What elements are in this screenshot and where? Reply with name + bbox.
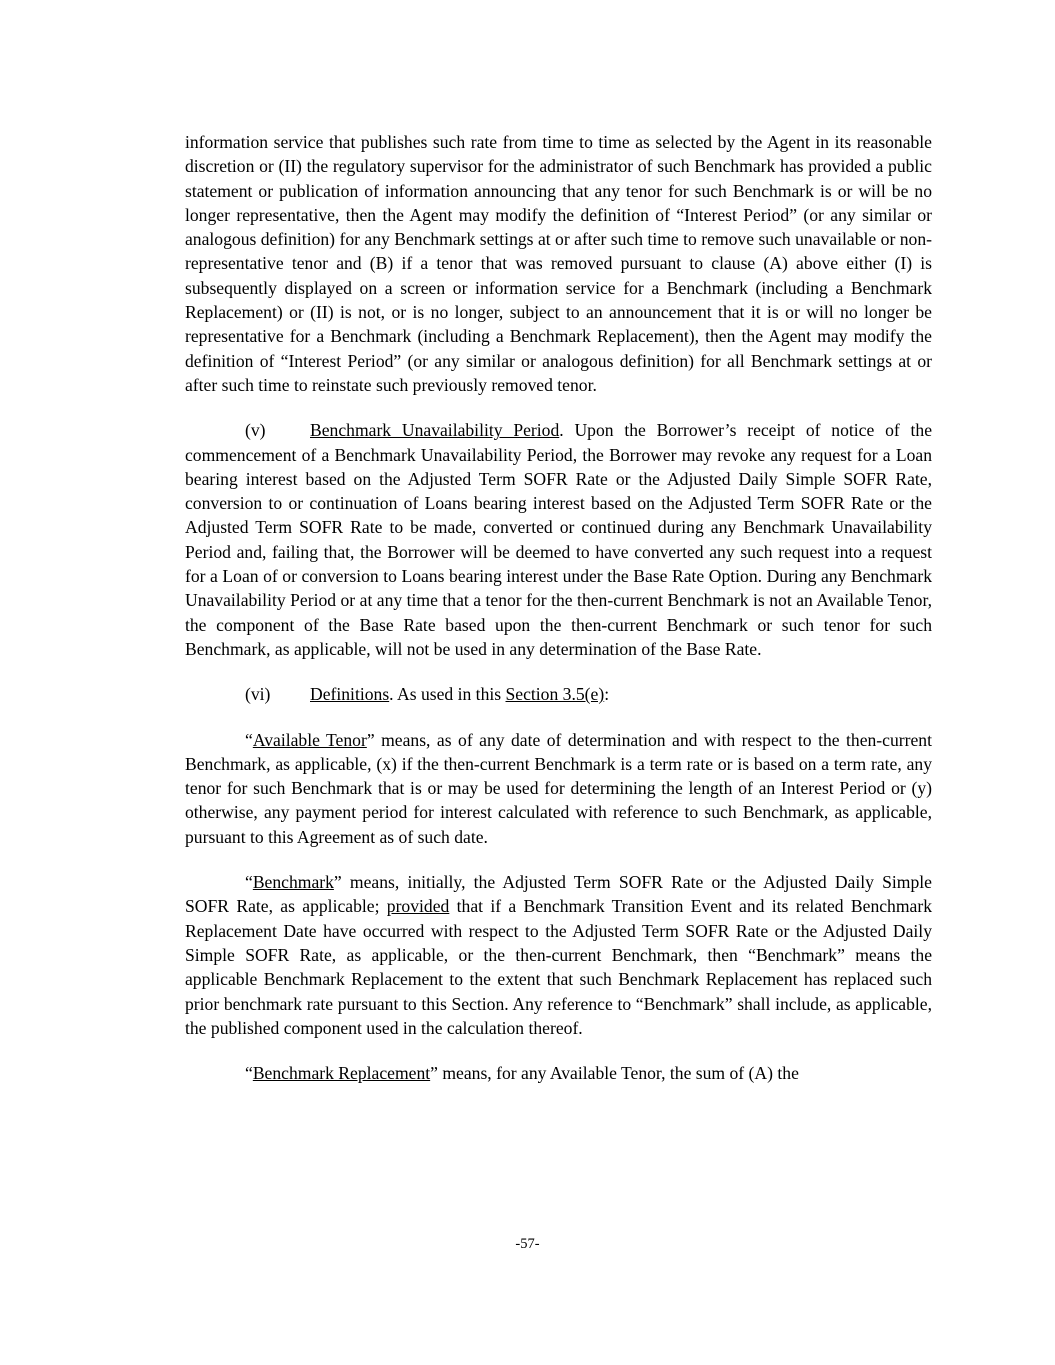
paragraph bbox=[185, 1061, 932, 1085]
underlined-term: Section 3.5(e) bbox=[505, 684, 605, 705]
text-run: : bbox=[604, 684, 610, 705]
underlined-term: Benchmark Unavailability Period bbox=[310, 420, 560, 441]
text-run: ” means, as of any date of determination and with respect to the then-current Benchmark, as applicable, (x) if the then-current Benchmark is a term rate or is based on a term rate, any tenor for such Benchmark that is or may be used for determining the length of an Interest Period or (y) otherwise, any payment period for interest calculated with reference to such Benchmark, as applicable, pursuant to this Agreement as of such date. bbox=[185, 729, 932, 847]
underlined-term: Benchmark Replacement bbox=[252, 1063, 431, 1084]
paragraph bbox=[185, 130, 932, 397]
underlined-term: Available Tenor bbox=[252, 729, 367, 750]
text-run: that if a Benchmark Transition Event and its related Benchmark Replacement Date have occurred with respect to the Adjusted Term SOFR Rate or the Adjusted Daily Simple SOFR Rate, as applicable, or the then-current Benchmark, then “Benchmark” means the applicable Benchmark Replacement to the extent that such Benchmark Replacement has replaced such prior benchmark rate pursuant to this Section. Any reference to “Benchmark” shall include, as applicable, the published component used in the calculation thereof. bbox=[185, 896, 932, 1038]
paragraph bbox=[185, 682, 932, 706]
clause-label: (v) bbox=[245, 420, 266, 441]
text-run: . As used in this bbox=[389, 684, 506, 705]
text-run: “ bbox=[245, 729, 253, 750]
text-run: . Upon the Borrower’s receipt of notice of the commencement of a Benchmark Unavailability Period, the Borrower may revoke any request for a Loan bearing interest based on the Adjusted Term SOFR Rate or the Adjusted Daily Simple SOFR Rate, conversion to or continuation of Loans bearing interest based on the Adjusted Term SOFR Rate or the Adjusted Term SOFR Rate to be made, converted or continued during any Benchmark Unavailability Period and, failing that, the Borrower will be deemed to have converted any such request into a request for a Loan of or conversion to Loans bearing interest under the Base Rate Option. During any Benchmark Unavailability Period or at any time that a tenor for the then-current Benchmark is not an Available Tenor, the component of the Base Rate based upon the then-current Benchmark or such tenor for such Benchmark, as applicable, will not be used in any determination of the Base Rate. bbox=[185, 420, 933, 659]
paragraph bbox=[185, 728, 932, 849]
page-number: -57- bbox=[515, 1236, 540, 1252]
underlined-term: provided bbox=[386, 896, 450, 917]
clause-label: (vi) bbox=[245, 684, 271, 705]
paragraph bbox=[185, 870, 932, 1040]
text-run: information service that publishes such rate from time to time as selected by the Agent in its reasonable discretion or (II) the regulatory supervisor for the administrator of such Benchmark has provided a public statement or publication of information announcing that any tenor for such Benchmark is or will be no longer representative, then the Agent may modify the definition of “Interest Period” (or any similar or analogous definition) for any Benchmark settings at or after such time to remove such unavailable or non-representative tenor and (B) if a tenor that was removed pursuant to clause (A) above either (I) is subsequently displayed on a screen or information service for a Benchmark (including a Benchmark Replacement) or (II) is not, or is no longer, subject to an announcement that it is or will no longer be representative for a Benchmark (including a Benchmark Replacement), then the Agent may modify the definition of “Interest Period” (or any similar or analogous definition) for all Benchmark settings at or after such time to reinstate such previously removed tenor. bbox=[185, 132, 932, 395]
underlined-term: Benchmark bbox=[252, 872, 334, 893]
text-run: ” means, initially, the Adjusted Term SOFR Rate or the Adjusted Daily Simple SOFR Rate, as applicable; bbox=[185, 872, 932, 917]
text-run: ” means, for any Available Tenor, the sum of (A) the bbox=[430, 1063, 799, 1084]
paragraph bbox=[185, 418, 932, 661]
text-run: “ bbox=[245, 872, 253, 893]
document-body bbox=[185, 130, 932, 1106]
text-run: “ bbox=[245, 1063, 253, 1084]
underlined-term: Definitions bbox=[310, 684, 390, 705]
